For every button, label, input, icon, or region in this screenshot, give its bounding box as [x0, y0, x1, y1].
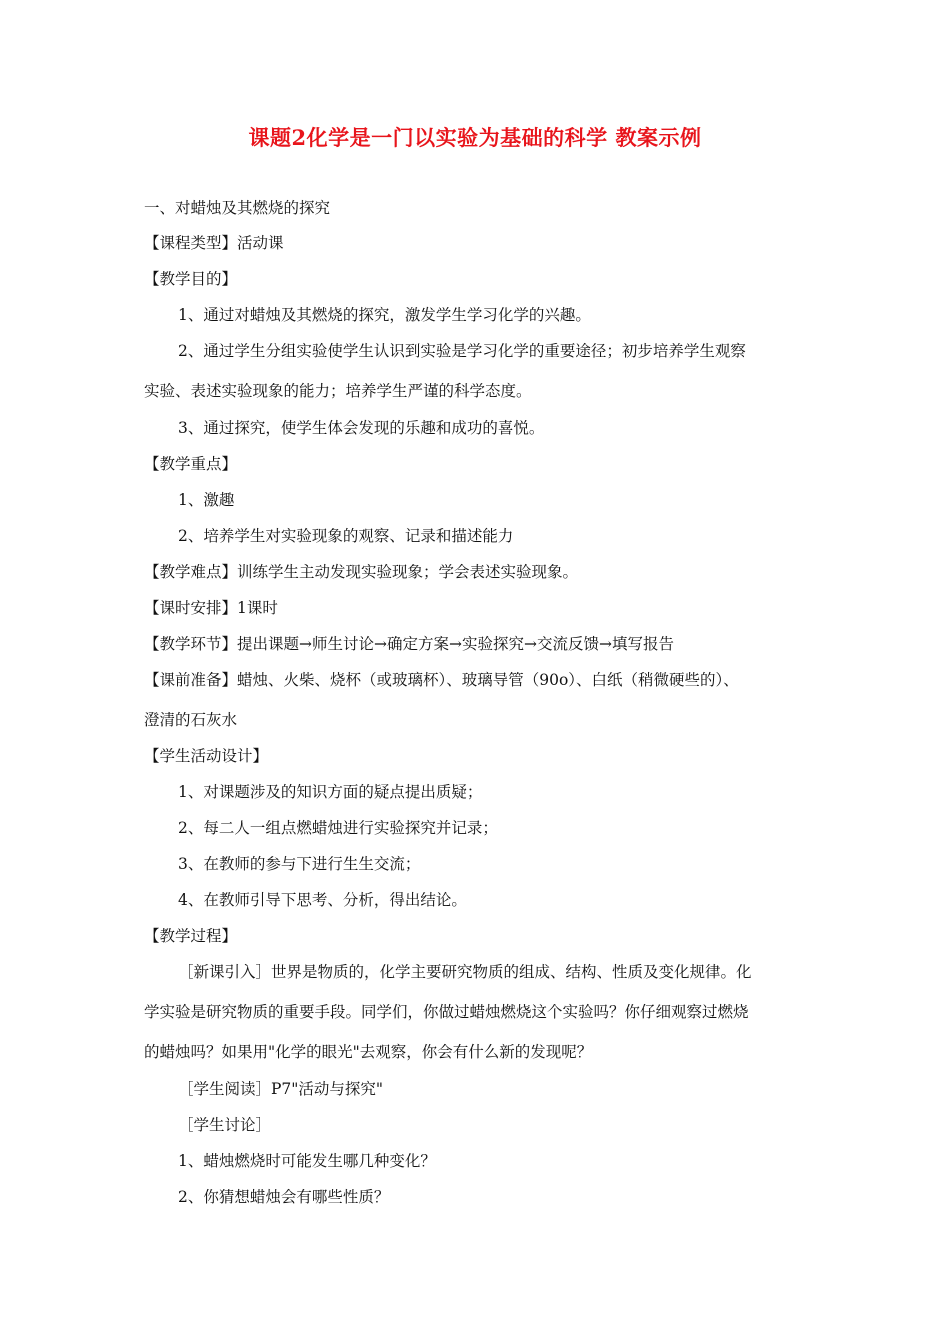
objective-item: 1、通过对蜡烛及其燃烧的探究，激发学生学习化学的兴趣。 [178, 306, 591, 324]
process-paragraph-continued: 的蜡烛吗？如果用"化学的眼光"去观察，你会有什么新的发现呢？ [144, 1043, 593, 1061]
difficulties-line: 【教学难点】训练学生主动发现实验现象；学会表述实验现象。 [144, 563, 579, 581]
course-type: 【课程类型】活动课 [144, 234, 284, 252]
discussion-item: 1、蜡烛燃烧时可能发生哪几种变化？ [178, 1152, 436, 1170]
objective-item: 3、通过探究，使学生体会发现的乐趣和成功的喜悦。 [178, 419, 545, 437]
key-point-item: 1、激趣 [178, 491, 235, 509]
objective-item-continued: 实验、表述实验现象的能力；培养学生严谨的科学态度。 [144, 382, 532, 400]
student-discussion: ［学生讨论］ [178, 1116, 272, 1134]
student-activity-heading: 【学生活动设计】 [144, 747, 269, 765]
key-points-heading: 【教学重点】 [144, 455, 238, 473]
preparation-line: 【课前准备】蜡烛、火柴、烧杯（或玻璃杯）、玻璃导管（90o）、白纸（稍微硬些的）、 [144, 671, 739, 689]
section-heading: 一、对蜡烛及其燃烧的探究 [144, 199, 331, 217]
activity-item: 4、在教师引导下思考、分析，得出结论。 [178, 891, 467, 909]
discussion-item: 2、你猜想蜡烛会有哪些性质？ [178, 1188, 390, 1206]
activity-item: 1、对课题涉及的知识方面的疑点提出质疑； [178, 783, 483, 801]
activity-item: 3、在教师的参与下进行生生交流； [178, 855, 421, 873]
student-reading: ［学生阅读］P7"活动与探究" [178, 1080, 384, 1098]
schedule-line: 【课时安排】1课时 [144, 599, 278, 617]
teaching-steps-line: 【教学环节】提出课题→师生讨论→确定方案→实验探究→交流反馈→填写报告 [144, 635, 674, 653]
activity-item: 2、每二人一组点燃蜡烛进行实验探究并记录； [178, 819, 498, 837]
key-point-item: 2、培养学生对实验现象的观察、记录和描述能力 [178, 527, 514, 545]
document-title: 课题2化学是一门以实验为基础的科学 教案示例 [248, 125, 702, 150]
process-heading: 【教学过程】 [144, 927, 238, 945]
objective-item: 2、通过学生分组实验使学生认识到实验是学习化学的重要途径；初步培养学生观察 [178, 342, 746, 360]
objectives-heading: 【教学目的】 [144, 270, 238, 288]
preparation-line-continued: 澄清的石灰水 [144, 711, 238, 729]
process-paragraph: ［新课引入］世界是物质的，化学主要研究物质的组成、结构、性质及变化规律。化 [178, 963, 752, 981]
process-paragraph-continued: 学实验是研究物质的重要手段。同学们，你做过蜡烛燃烧这个实验吗？你仔细观察过燃烧 [144, 1003, 749, 1021]
